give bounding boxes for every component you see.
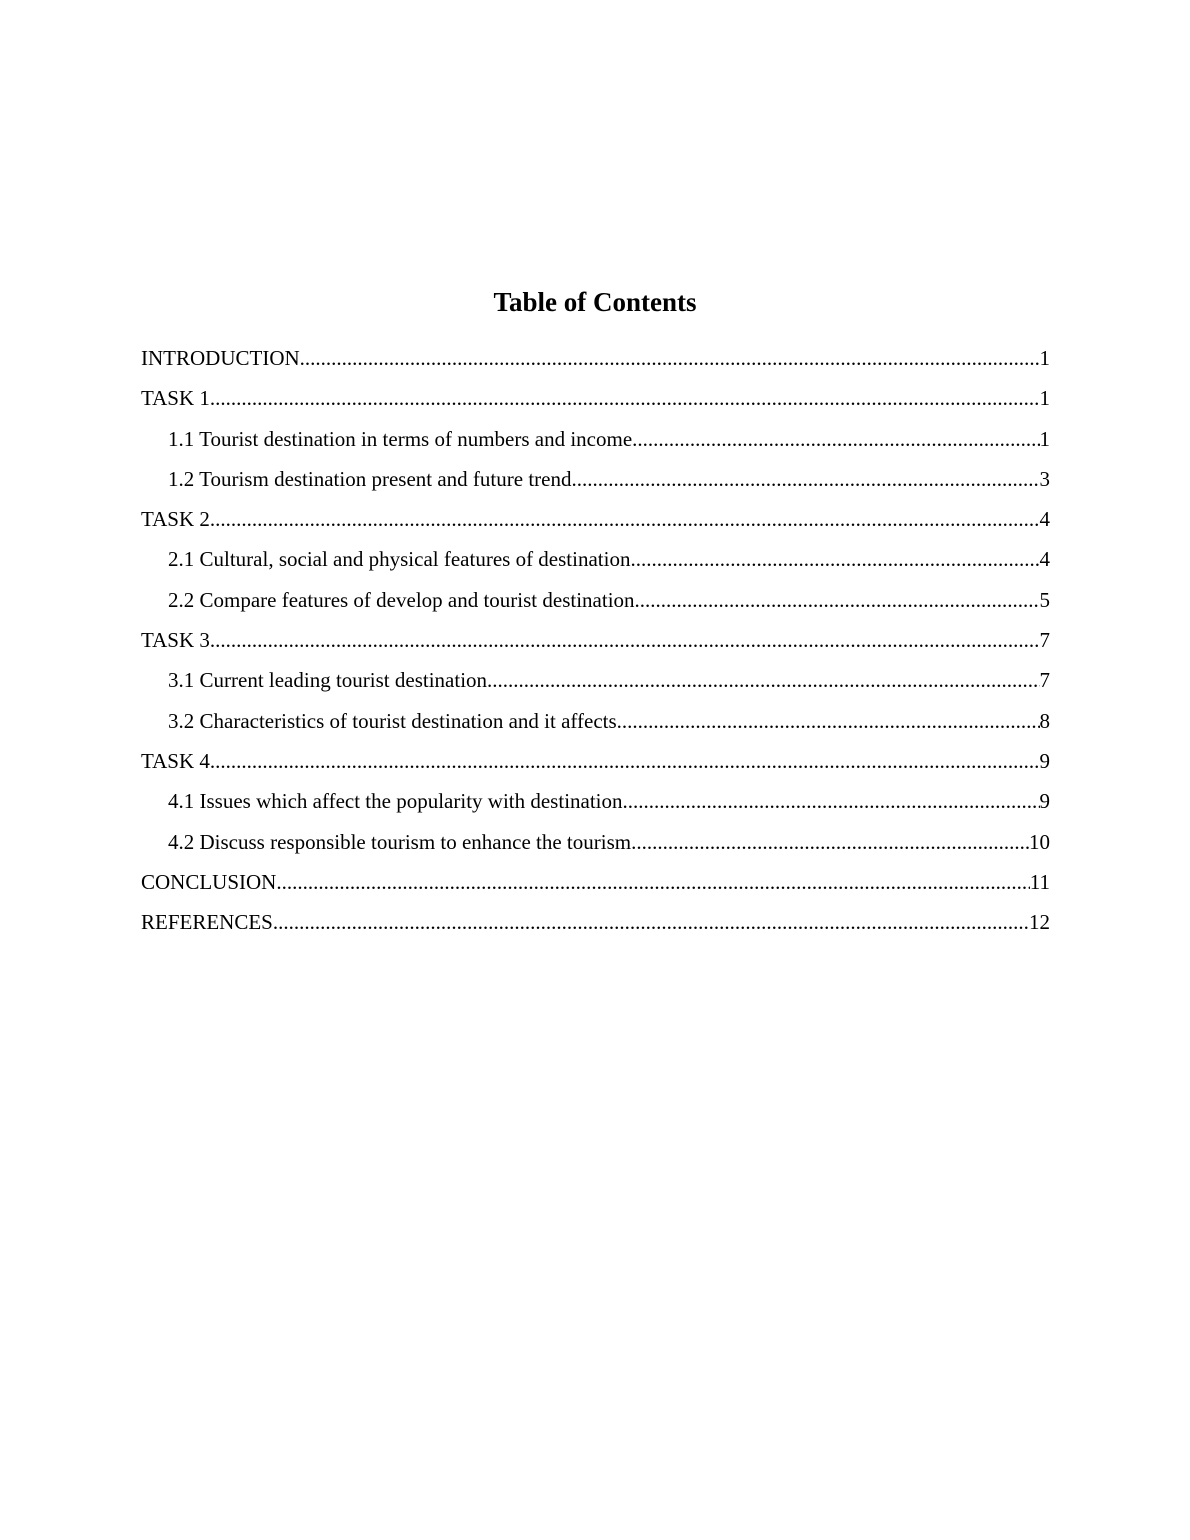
toc-list (141, 339, 1050, 943)
toc-entry-page-number: 1 (1039, 426, 1050, 451)
toc-entry-page-number: 8 (1039, 708, 1050, 733)
toc-entry-page-number: 1 (1039, 386, 1050, 411)
toc-entry[interactable] (141, 500, 1050, 540)
toc-dot-leader (276, 863, 1029, 901)
toc-entry-page-number: 4 (1039, 547, 1050, 572)
toc-entry-page-number: 9 (1039, 748, 1050, 773)
toc-entry-page-number: 3 (1039, 466, 1050, 491)
toc-dot-leader (635, 581, 1040, 619)
toc-entry-page-number: 10 (1029, 829, 1050, 854)
toc-entry-page-number: 11 (1029, 869, 1050, 894)
toc-entry-page-number: 5 (1039, 587, 1050, 612)
toc-entry[interactable] (141, 379, 1050, 419)
toc-entry-label: 1.2 Tourism destination present and future trend (168, 466, 572, 491)
toc-entry-label: 1.1 Tourist destination in terms of numbers and income (168, 426, 633, 451)
toc-dot-leader (300, 339, 1040, 377)
toc-entry-page-number: 9 (1039, 789, 1050, 814)
toc-dot-leader (210, 379, 1040, 417)
toc-entry[interactable] (141, 702, 1050, 742)
toc-entry-label: 4.2 Discuss responsible tourism to enhance the tourism (168, 829, 632, 854)
toc-dot-leader (210, 742, 1040, 780)
toc-entry[interactable] (141, 863, 1050, 903)
toc-entry[interactable] (141, 581, 1050, 621)
toc-dot-leader (630, 540, 1039, 578)
toc-entry[interactable] (141, 742, 1050, 782)
toc-entry-label: 4.1 Issues which affect the popularity with destination (168, 789, 623, 814)
toc-entry-label: 2.1 Cultural, social and physical features of destination (168, 547, 631, 572)
toc-entry-label: TASK 4 (141, 748, 210, 773)
toc-dot-leader (487, 661, 1039, 699)
toc-entry-page-number: 1 (1039, 346, 1050, 370)
toc-dot-leader (571, 460, 1039, 498)
toc-entry-label: INTRODUCTION (141, 346, 300, 370)
toc-entry-label: 2.2 Compare features of develop and tourist destination (168, 587, 635, 612)
toc-entry-page-number: 7 (1039, 628, 1050, 653)
toc-dot-leader (273, 903, 1029, 941)
toc-dot-leader (631, 823, 1029, 861)
toc-entry-label: 3.2 Characteristics of tourist destination and it affects (168, 708, 617, 733)
toc-entry-label: TASK 1 (141, 386, 210, 411)
toc-dot-leader (632, 420, 1039, 458)
toc-dot-leader (210, 621, 1040, 659)
toc-dot-leader (210, 500, 1040, 538)
toc-entry[interactable] (141, 903, 1050, 943)
toc-entry[interactable] (141, 823, 1050, 863)
toc-dot-leader (617, 702, 1040, 740)
toc-entry[interactable] (141, 420, 1050, 460)
toc-entry-label: 3.1 Current leading tourist destination (168, 668, 488, 693)
toc-entry[interactable] (141, 460, 1050, 500)
toc-entry-page-number: 4 (1039, 507, 1050, 532)
toc-dot-leader (623, 782, 1040, 820)
toc-entry-label: TASK 3 (141, 628, 210, 653)
toc-entry[interactable] (141, 661, 1050, 701)
toc-entry[interactable] (141, 621, 1050, 661)
toc-title: Table of Contents (493, 287, 697, 317)
toc-entry[interactable] (141, 782, 1050, 822)
toc-entry-label: CONCLUSION (141, 869, 277, 894)
toc-entry-label: REFERENCES (141, 910, 273, 935)
toc-entry-label: TASK 2 (141, 507, 210, 532)
toc-entry[interactable] (141, 540, 1050, 580)
toc-entry-page-number: 7 (1039, 668, 1050, 693)
toc-entry-page-number: 12 (1029, 910, 1050, 935)
toc-entry[interactable] (141, 339, 1050, 379)
